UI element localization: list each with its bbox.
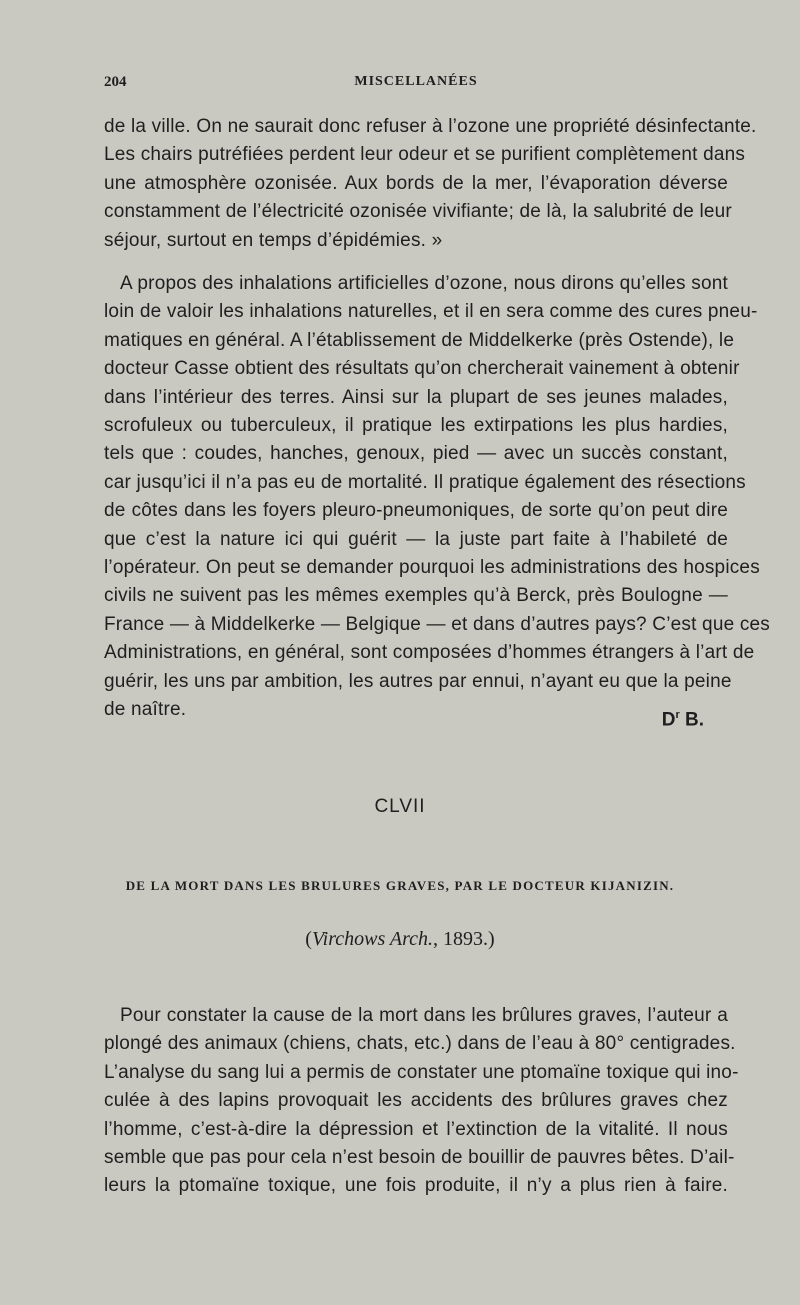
text-line: docteur Casse obtient des résultats qu’on chercherait vainement à obtenir bbox=[104, 358, 740, 380]
text-line: séjour, surtout en temps d’épidémies. » bbox=[104, 229, 443, 251]
text-line: plongé des animaux (chiens, chats, etc.) dans de l’eau à 80° centigrades. bbox=[104, 1033, 736, 1055]
running-head: MISCELLANÉES bbox=[354, 74, 478, 89]
text-line: que c’est la nature ici qui guérit — la juste part faite à l’habileté de bbox=[104, 528, 728, 550]
paragraph-3 bbox=[104, 1002, 739, 1201]
text-line: guérir, les uns par ambition, les autres par ennui, n’ayant eu que la peine bbox=[104, 670, 732, 692]
text-line: de naître. bbox=[104, 699, 187, 721]
page-number: 204 bbox=[104, 74, 127, 90]
signature-suffix: B. bbox=[679, 709, 704, 731]
signature-superscript: r bbox=[675, 709, 680, 721]
text-line: Administrations, en général, sont composées d’hommes étrangers à l’art de bbox=[104, 642, 755, 664]
text-line: tels que : coudes, hanches, genoux, pied — avec un succès constant, bbox=[104, 443, 728, 465]
text-line: dans l’intérieur des terres. Ainsi sur la plupart de ses jeunes malades, bbox=[104, 386, 728, 408]
text-line: loin de valoir les inhalations naturelles, et il en sera comme des cures pneu- bbox=[104, 301, 758, 323]
text-line: Les chairs putréfiées perdent leur odeur et se purifient complètement dans bbox=[104, 144, 746, 166]
author-signature bbox=[662, 709, 704, 731]
signature-prefix: D bbox=[661, 709, 676, 731]
text-line: culée à des lapins provoquait les accidents des brûlures graves chez bbox=[104, 1090, 728, 1112]
text-line: une atmosphère ozonisée. Aux bords de la mer, l’évaporation déverse bbox=[104, 172, 728, 194]
text-line: civils ne suivent pas les mêmes exemples qu’à Berck, près Boulogne — bbox=[104, 585, 728, 607]
text-line: matiques en général. A l’établissement de Middelkerke (près Ostende), le bbox=[104, 329, 735, 351]
text-line: l’homme, c’est-à-dire la dépression et l’extinction de la vitalité. Il nous bbox=[104, 1118, 728, 1140]
paragraph-2 bbox=[104, 270, 771, 725]
text-line: de la ville. On ne saurait donc refuser à l’ozone une propriété désinfectante. bbox=[104, 116, 757, 137]
page-header bbox=[104, 74, 728, 100]
citation-journal: Virchows Arch. bbox=[311, 928, 434, 950]
text-line: de côtes dans les foyers pleuro-pneumoniques, de sorte qu’on peut dire bbox=[104, 500, 728, 522]
text-line: car jusqu’ici il n’a pas eu de mortalité. Il pratique également des résections bbox=[104, 471, 746, 493]
citation-rest: , 1893.) bbox=[433, 928, 495, 950]
article-citation bbox=[0, 928, 800, 951]
text-line: scrofuleux ou tuberculeux, il pratique les extirpations les plus hardies, bbox=[104, 415, 728, 437]
citation-open: ( bbox=[305, 928, 312, 950]
text-line: semble que pas pour cela n’est besoin de bouillir de pauvres bêtes. D’ail- bbox=[104, 1147, 735, 1169]
text-line: constamment de l’électricité ozonisée vivifiante; de là, la salubrité de leur bbox=[104, 201, 732, 223]
text-line: France — à Middelkerke — Belgique — et dans d’autres pays? C’est que ces bbox=[104, 613, 771, 635]
text-line: L’analyse du sang lui a permis de constater une ptomaïne toxique qui ino- bbox=[104, 1061, 739, 1083]
text-line: A propos des inhalations artificielles d’ozone, nous dirons qu’elles sont bbox=[120, 273, 728, 294]
paragraph-1 bbox=[104, 113, 757, 255]
article-title: DE LA MORT DANS LES BRULURES GRAVES, PAR LE DOCTEUR KIJANIZIN. bbox=[125, 878, 675, 893]
text-line: l’opérateur. On peut se demander pourquoi les administrations des hospices bbox=[104, 557, 760, 579]
text-line: leurs la ptomaïne toxique, une fois produite, il n’y a plus rien à faire. bbox=[104, 1175, 728, 1197]
section-number: CLVII bbox=[374, 796, 426, 817]
text-line: Pour constater la cause de la mort dans les brûlures graves, l’auteur a bbox=[120, 1005, 728, 1026]
